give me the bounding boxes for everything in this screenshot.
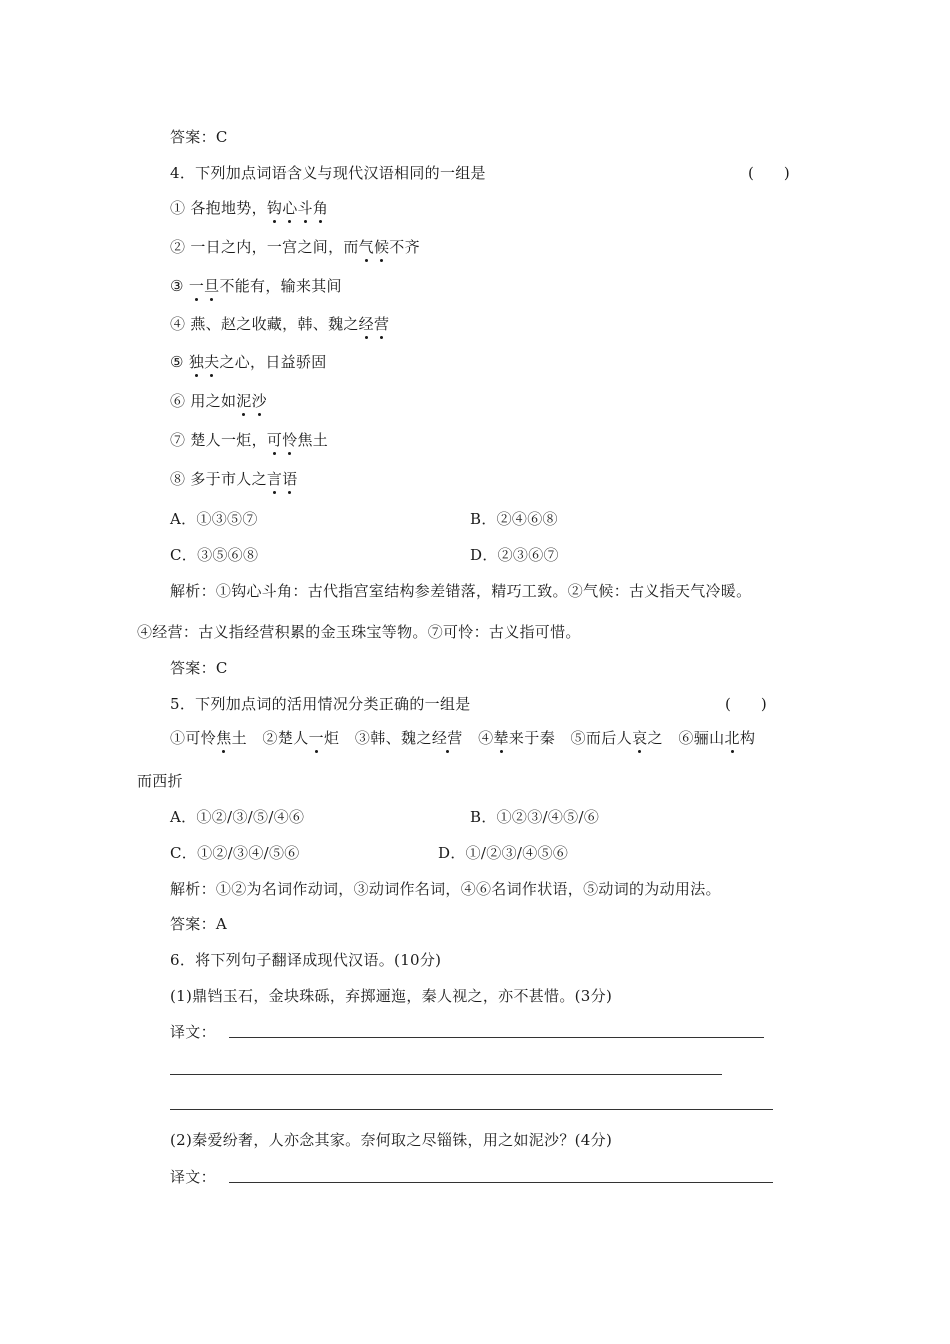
q4-item-dotted-word: 经营 <box>358 315 390 333</box>
q4-item <box>170 276 342 296</box>
q4-item <box>170 430 328 450</box>
q4-item <box>170 352 327 372</box>
q5-items-continued: 而西折 <box>137 772 183 790</box>
q4-item-text: ③ <box>170 277 189 295</box>
q5-item-4: ④辇来于秦 <box>478 729 571 747</box>
q6-answer-line-2[interactable] <box>170 1074 722 1075</box>
q4-item <box>170 391 267 411</box>
q4-item-text: 之心，日益骄固 <box>219 353 327 371</box>
q4-item-dotted-word: 泥沙 <box>236 392 267 410</box>
q4-item-text: 不齐 <box>389 238 420 256</box>
q4-item-text: ⑦ 楚人一炬， <box>170 431 267 449</box>
q6-sentence-2: (2)秦爱纷奢，人亦念其家。奈何取之尽锱铢，用之如泥沙？(4分) <box>170 1131 613 1149</box>
q4-option-c: C．③⑤⑥⑧ <box>170 546 259 564</box>
q4-item-text: ⑧ 多于市人之 <box>170 470 267 488</box>
q5-option-b: B．①②③/④⑤/⑥ <box>470 808 600 826</box>
q4-item-dotted-word: 独夫 <box>188 353 220 371</box>
q5-answer: 答案：A <box>170 915 228 933</box>
q5-answer-paren: ( ) <box>725 695 767 713</box>
q4-item-text: ④ 燕、赵之收藏，韩、魏之 <box>170 315 359 333</box>
q4-option-a: A．①③⑤⑦ <box>170 510 258 528</box>
q4-item-text: ① 各抱地势， <box>170 199 267 217</box>
q6-translation-label-1: 译文： <box>170 1023 216 1041</box>
q4-item-text: ② 一日之内，一宫之间，而 <box>170 238 359 256</box>
q6-sentence-1: (1)鼎铛玉石，金块珠砾，弃掷逦迤，秦人视之，亦不甚惜。(3分) <box>170 987 613 1005</box>
q6-translation-label-2: 译文： <box>170 1168 216 1186</box>
q4-item <box>170 469 298 489</box>
q4-item <box>170 314 389 334</box>
q5-items <box>170 728 755 748</box>
q5-option-a: A．①②/③/⑤/④⑥ <box>170 808 305 826</box>
q5-stem: 5．下列加点词的活用情况分类正确的一组是 <box>170 695 471 713</box>
q4-item-dotted-word: 钩心斗角 <box>266 199 329 217</box>
q4-answer: 答案：C <box>170 659 228 677</box>
q6-answer-line-4[interactable] <box>229 1182 773 1183</box>
q4-item-text: ⑤ <box>170 353 189 371</box>
q4-item-dotted-word: 言语 <box>266 470 298 488</box>
answer-q3: 答案：C <box>170 128 228 146</box>
q5-item-3: ③韩、魏之经营 <box>354 729 463 747</box>
q5-option-d: D．①/②③/④⑤⑥ <box>438 844 569 862</box>
q5-item-2: ②楚人一炬 <box>262 729 355 747</box>
q4-answer-paren: ( ) <box>748 164 790 182</box>
q4-option-d: D．②③⑥⑦ <box>470 546 559 564</box>
q4-item-text: 不能有，输来其间 <box>219 277 342 295</box>
q6-stem: 6．将下列句子翻译成现代汉语。(10分) <box>170 951 442 969</box>
q4-option-b: B．②④⑥⑧ <box>470 510 558 528</box>
q5-option-c: C．①②/③④/⑤⑥ <box>170 844 300 862</box>
q5-item-6: ⑥骊山北构 <box>678 729 756 747</box>
q4-item-text: ⑥ 用之如 <box>170 392 237 410</box>
q6-answer-line-3[interactable] <box>170 1109 773 1110</box>
q5-item-1: ①可怜焦土 <box>170 729 263 747</box>
q5-analysis: 解析：①②为名词作动词，③动词作名词，④⑥名词作状语，⑤动词的为动用法。 <box>170 880 721 898</box>
q5-item-5: ⑤而后人哀之 <box>570 729 679 747</box>
q4-item-dotted-word: 一旦 <box>188 277 220 295</box>
q4-analysis-line1: 解析：①钩心斗角：古代指宫室结构参差错落，精巧工致。②气候：古义指天气冷暖。 <box>170 582 752 600</box>
q6-answer-line-1[interactable] <box>229 1037 764 1038</box>
q4-stem: 4．下列加点词语含义与现代汉语相同的一组是 <box>170 164 486 182</box>
q4-item-dotted-word: 气候 <box>358 238 390 256</box>
q4-item-text: 焦土 <box>297 431 329 449</box>
q4-analysis-line2: ④经营：古义指经营积累的金玉珠宝等物。⑦可怜：古义指可惜。 <box>137 623 581 641</box>
q4-item-dotted-word: 可怜 <box>266 431 298 449</box>
q4-item <box>170 237 420 257</box>
q4-item <box>170 198 328 218</box>
